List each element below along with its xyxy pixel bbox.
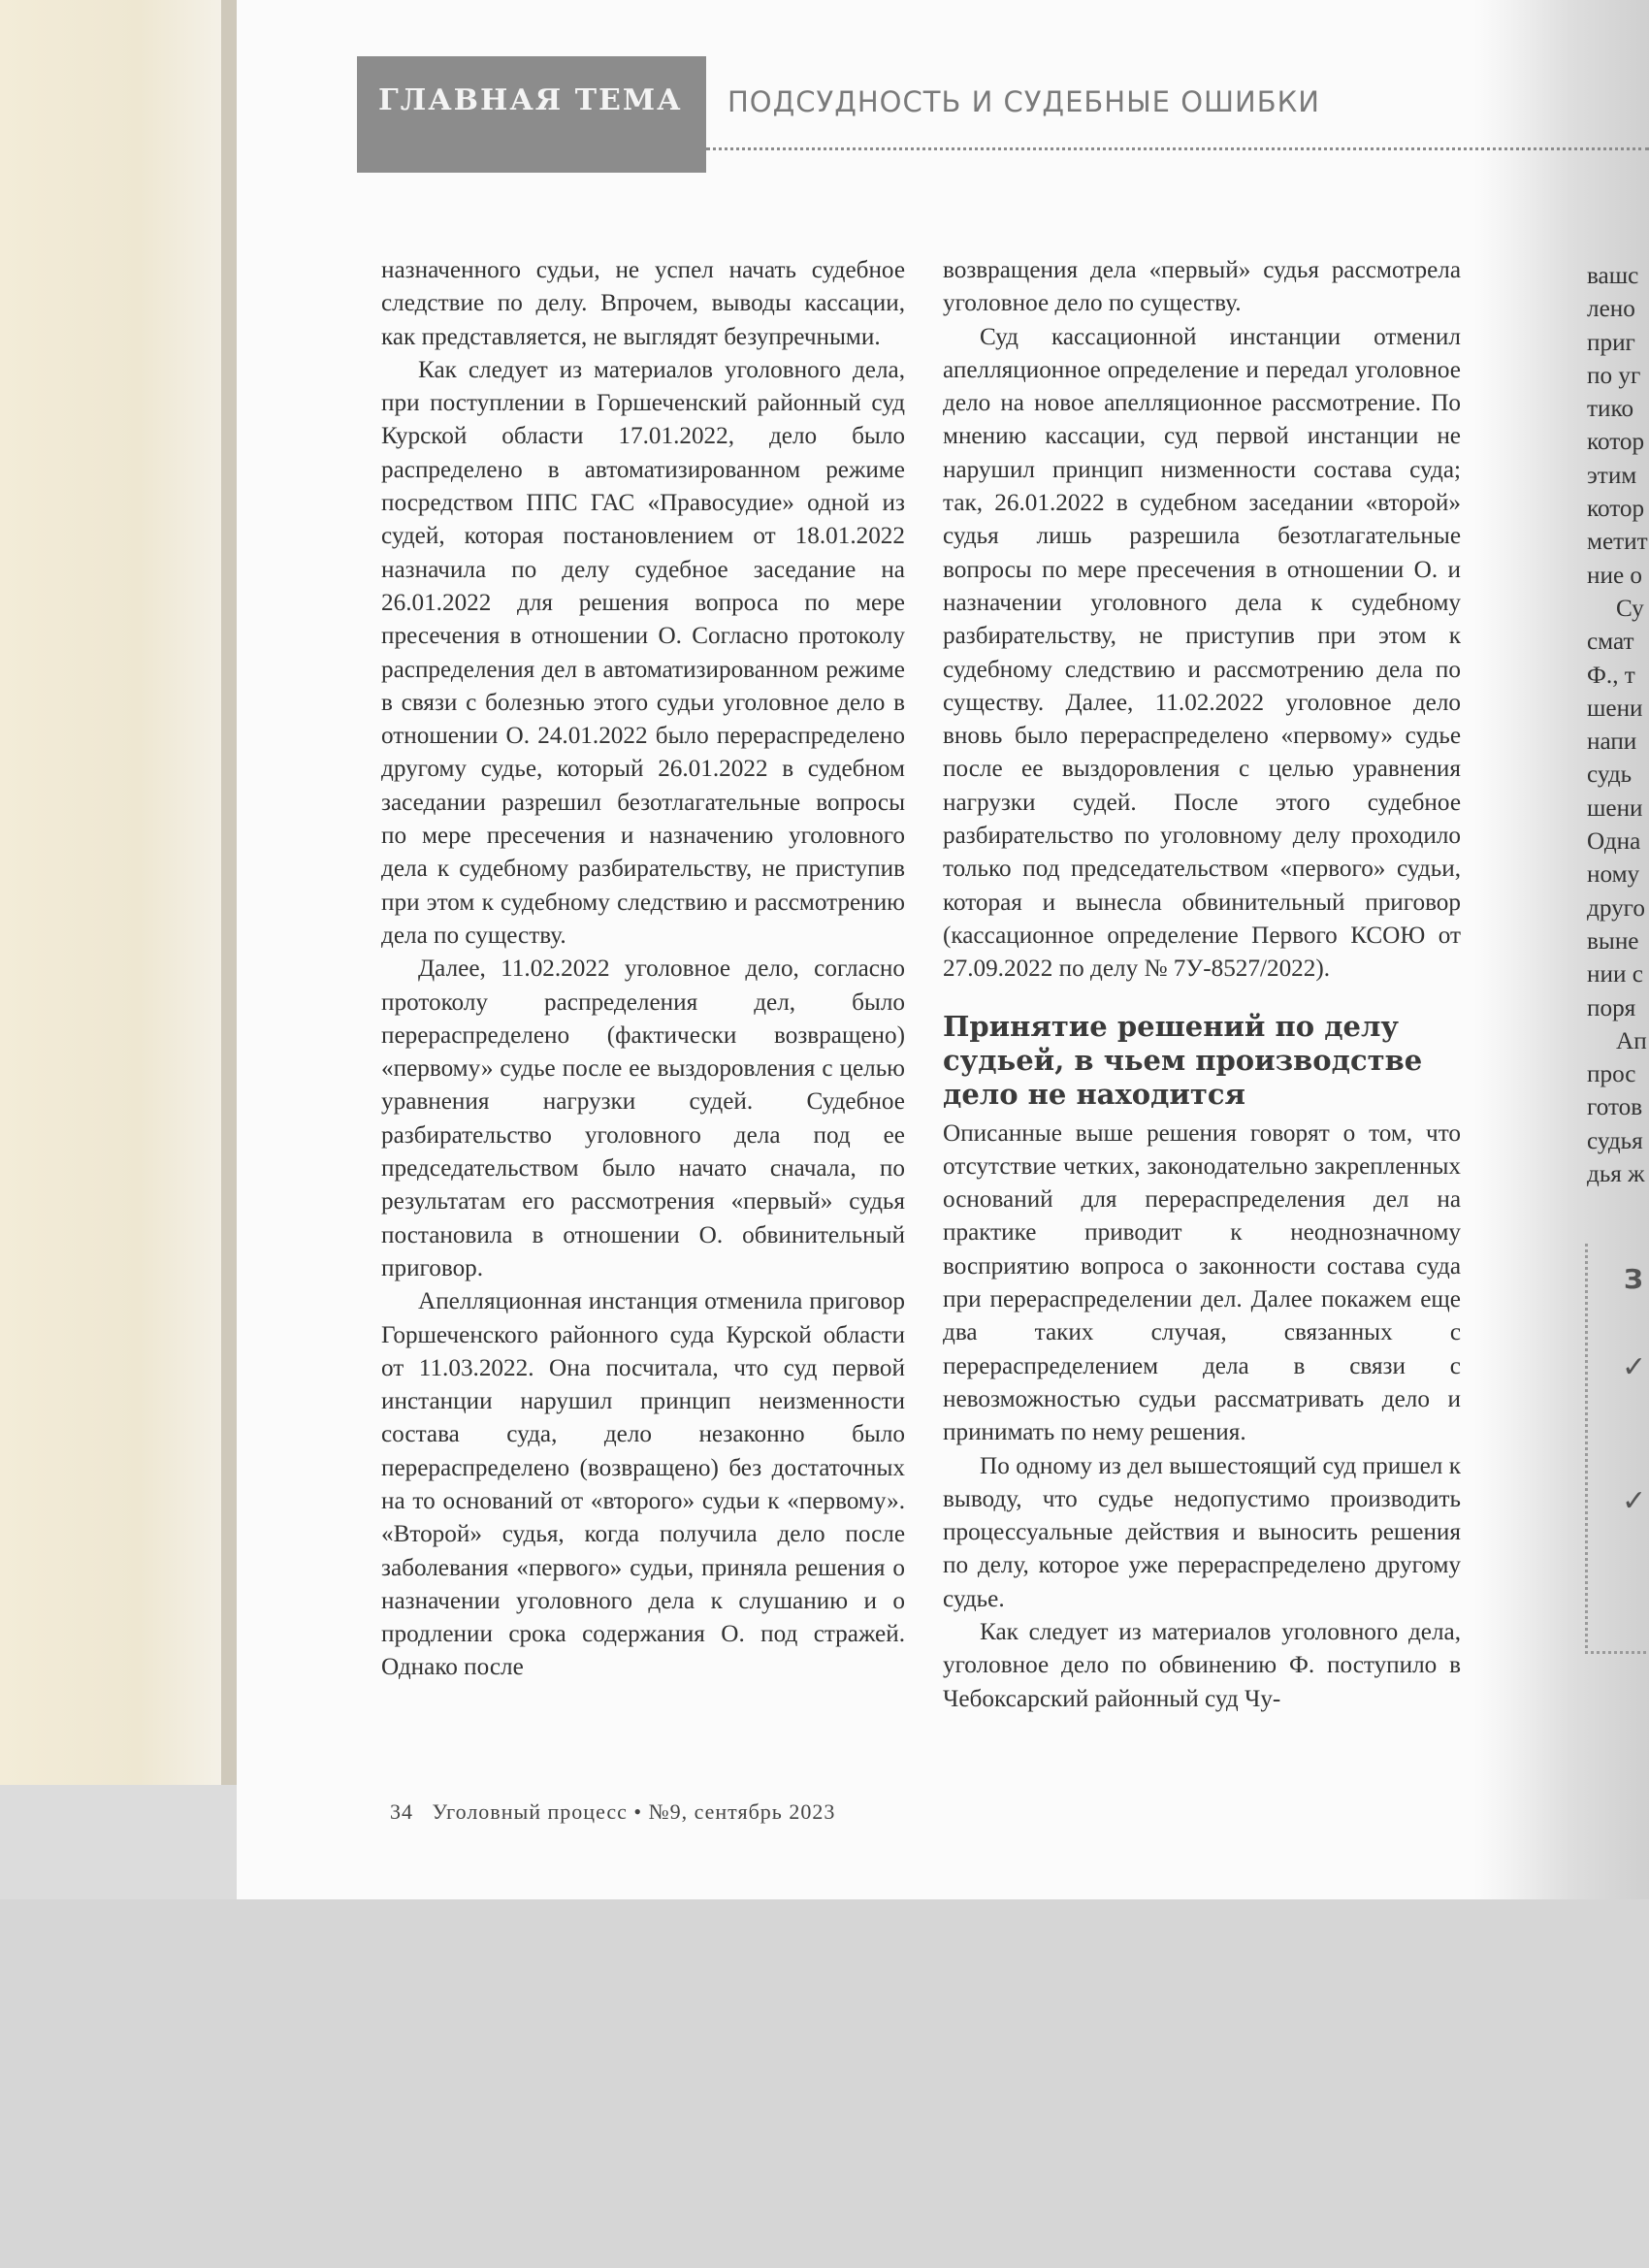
line-fragment: прос bbox=[1587, 1061, 1636, 1088]
line-fragment: шени bbox=[1587, 695, 1643, 722]
journal-info: Уголовный процесс • №9, сентябрь 2023 bbox=[432, 1799, 836, 1824]
line-fragment: ние о bbox=[1587, 562, 1643, 589]
page-number: 34 bbox=[390, 1799, 413, 1824]
scanner-background bbox=[0, 1899, 1649, 2268]
line-fragment: ному bbox=[1587, 861, 1640, 889]
sidebar-box bbox=[1585, 1244, 1649, 1654]
line-fragment: тико bbox=[1587, 396, 1634, 423]
line-fragment: метит bbox=[1587, 529, 1648, 556]
line-fragment: выне bbox=[1587, 927, 1639, 955]
line-fragment: Ап bbox=[1616, 1027, 1647, 1054]
line-fragment: лено bbox=[1587, 296, 1635, 323]
paragraph: назначенного судьи, не успел начать судебное следствие по делу. Впрочем, выводы кассации, как представляется, не выглядят безупречными. bbox=[381, 257, 905, 350]
line-fragment: Одна bbox=[1587, 828, 1641, 856]
line-fragment: судь bbox=[1587, 761, 1633, 789]
line-fragment: этим bbox=[1587, 462, 1637, 489]
line-fragment: Су bbox=[1616, 595, 1644, 622]
line-fragment: смат bbox=[1587, 629, 1634, 656]
section-subtitle: ПОДСУДНОСТЬ И СУДЕБНЫЕ ОШИБКИ bbox=[728, 85, 1320, 118]
header-dotted-rule bbox=[706, 147, 1649, 150]
section-title: ГЛАВНАЯ ТЕМА bbox=[378, 83, 683, 117]
line-fragment: поря bbox=[1587, 994, 1636, 1021]
paragraph: Как следует из материалов уголовного дела, уголовное дело по обвинению Ф. поступило в Чебоксарский районный суд Чу- bbox=[943, 1618, 1461, 1712]
text-column-left bbox=[381, 254, 905, 1685]
line-fragment: нии с bbox=[1587, 961, 1643, 988]
scan-left-edge bbox=[0, 0, 233, 1785]
paragraph: Как следует из материалов уголовного дела, при поступлении в Горшеченский районный суд Курской области 17.01.2022, дело было распределено в автоматизированном режиме посредством ППС ГАС «Правосудие» одной из судей, которая постановлением от 18.01.2022 назначила по делу судебное заседание на 26.01.2022 для решения вопроса по мере пресечения в отношении О. Согласно протоколу распределения дел в автоматизированном режиме в связи с болезнью этого судьи уголовное дело в отношении О. 24.01.2022 было перераспределено другому судье, который 26.01.2022 в судебном заседании разрешил безотлагательные вопросы по мере пресечения и назначению уголовного дела к судебному разбирательству, не приступив при этом к судебному следствию и рассмотрению дела по существу. bbox=[381, 356, 905, 949]
check-icon: ✓ bbox=[1622, 1350, 1647, 1384]
text-column-middle bbox=[943, 254, 1461, 1716]
paragraph: Суд кассационной инстанции отменил апелляционное определение и передал уголовное дело на новое апелляционное рассмотрение. По мнению кассации, суд первой инстанции не нарушил принцип низменности состава суда; так, 26.01.2022 в судебном заседании «второй» судья лишь разрешила безотлагательные вопросы по мере пресечения в отношении О. и назначении уголовного дела к судебному разбирательству, не приступив при этом к судебному следствию и рассмотрению дела по существу. Далее, 11.02.2022 уголовное дело вновь было перераспределено «первому» судье после ее выздоровления с целью уравнения нагрузки судей. После этого судебное разбирательство по уголовному делу проходило только под председательством «первого» судьи, которая и вынесла обвинительный приговор (кассационное определение Первого КСОЮ от 27.09.2022 по делу № 7У-8527/2022). bbox=[943, 323, 1461, 983]
line-fragment: Ф., т bbox=[1587, 662, 1635, 689]
paragraph: возвращения дела «первый» судья рассмотрела уголовное дело по существу. bbox=[943, 257, 1461, 317]
line-fragment: дья ж bbox=[1587, 1161, 1645, 1188]
paragraph: Далее, 11.02.2022 уголовное дело, согласно протоколу распределения дел, было перераспределено (фактически возвращено) «первому» судье после ее выздоровления с целью уравнения нагрузки судей. Судебное разбирательство уголовного дела под ее председательством было начато сначала, по результатам его рассмотрения «первый» судья постановила в отношении О. обвинительный приговор. bbox=[381, 956, 905, 1281]
text-column-right-cut bbox=[1587, 260, 1649, 1191]
article-subheading: Принятие решений по делу судьей, в чьем производстве дело не находится bbox=[943, 1009, 1423, 1111]
line-fragment: судья bbox=[1587, 1127, 1643, 1154]
paragraph: Описанные выше решения говорят о том, что отсутствие четких, законодательно закрепленных оснований для перераспределения дел на практике приводит к неоднозначному восприятию вопроса о законности состава суда при перераспределении дел. Далее покажем еще два таких случая, связанных с перераспределением дела в связи с невозможностью судьи рассматривать дело и принимать по нему решения. bbox=[943, 1119, 1461, 1446]
line-fragment: шени bbox=[1587, 794, 1643, 822]
sidebar-box-letter: З bbox=[1624, 1263, 1643, 1295]
line-fragment: друго bbox=[1587, 894, 1645, 922]
page-footer bbox=[390, 1799, 835, 1825]
line-fragment: вашс bbox=[1587, 263, 1639, 289]
line-fragment: котор bbox=[1587, 496, 1645, 523]
line-fragment: напи bbox=[1587, 729, 1637, 756]
line-fragment: котор bbox=[1587, 429, 1645, 456]
paragraph: По одному из дел вышестоящий суд пришел к выводу, что судье недопустимо производить процессуальные действия и выносить решения по делу, которое уже перераспределено другому судье. bbox=[943, 1452, 1461, 1612]
line-fragment: готов bbox=[1587, 1094, 1643, 1121]
line-fragment: приг bbox=[1587, 329, 1635, 356]
paragraph: Апелляционная инстанция отменила приговор Горшеченского районного суда Курской области от 11.03.2022. Она посчитала, что суд первой инстанции нарушил принцип неизменности состава суда, дело незаконно было перераспределено (возвращено) без достаточных на то оснований от «второго» судьи к «первому». «Второй» судья, когда получила дело после заболевания «первого» судьи, приняла решения о назначении уголовного дела к слушанию и о продлении срока содержания О. под стражей. Однако после bbox=[381, 1288, 905, 1681]
line-fragment: по уг bbox=[1587, 362, 1641, 389]
check-icon: ✓ bbox=[1622, 1484, 1647, 1518]
